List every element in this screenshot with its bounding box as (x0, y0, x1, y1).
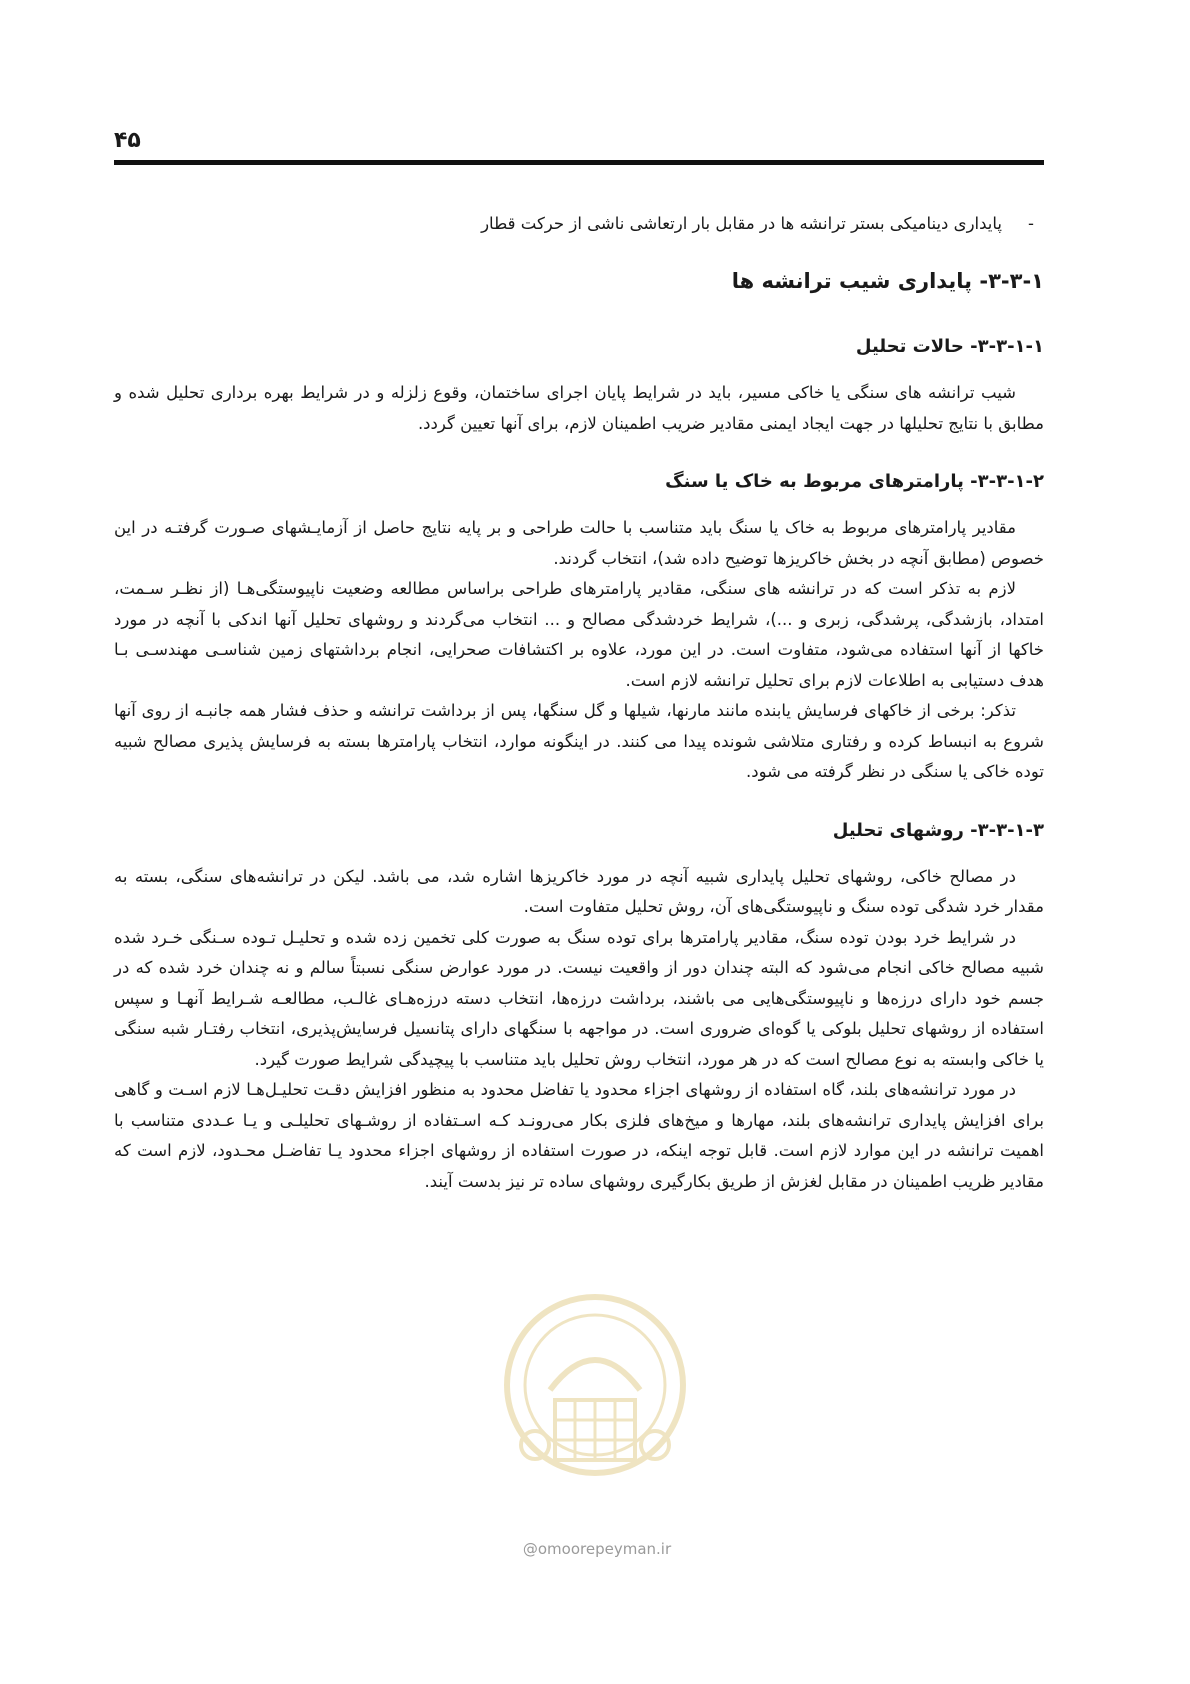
subsection-heading-parameters: ۳-۳-۱-۲- پارامترهای مربوط به خاک یا سنگ (665, 471, 1044, 492)
paragraph: در شرایط خرد بودن توده سنگ، مقادیر پارامترها برای توده سنگ به صورت کلی تخمین زده شده و تحلیـل تـوده سـنگی خـرد شده شبیه مصالح خاکی انجام می‌شود که البته چندان دور از واقعیت نیست. در مورد عوارض سنگی نسبتاً سالم و نه چندان خرد شده که در جسم خود دارای درزه‌ها و ناپیوستگی‌هایی می باشند، برداشت درزه‌ها، انتخاب دسته درزه‌هـای غالـب، مطالعـه شـرایط آنهـا و سپس استفاده از روشهای تحلیل بلوکی یا گوه‌ای ضروری است. در مواجهه با سنگهای دارای پتانسیل فرسایش‌پذیری، انتخاب رفتـار شبه سنگی یا خاکی وابسته به نوع مصالح است که در هر مورد، انتخاب روش تحلیل باید متناسب با پیچیدگی شرایط صورت گیرد. (114, 927, 1044, 1069)
section-heading: ۳-۳-۱- پایداری شیب ترانشه ها (731, 269, 1044, 293)
paragraph: لازم به تذکر است که در ترانشه های سنگی، مقادیر پارامترهای طراحی براساس مطالعه وضعیت ناپیوستگی‌هـا (از نظـر سـمت، امتداد، بازشدگی، پرشدگی، زبری و ...)، شرایط خردشدگی مصالح و ... انتخاب می‌گردند و روشهای تحلیل آنها اندکی با آنچه در مورد خاکها از آنها استفاده می‌شود، متفاوت است. در این مورد، علاوه بر اکتشافات صحرایی، انجام برداشتهای زمین شناسـی مهندسـی بـا هدف دستیابی به اطلاعات لازم برای تحلیل ترانشه لازم است. (114, 579, 1044, 690)
bullet-dash: - (1028, 214, 1034, 233)
bullet-item (114, 210, 1034, 238)
paragraph: شیب ترانشه های سنگی یا خاکی مسیر، باید در شرایط پایان اجرای ساختمان، وقوع زلزله و در شرایط بهره برداری تحلیل شده و مطابق با نتایج تحلیلها در جهت ایجاد ایمنی مقادیر ضریب اطمینان لازم، برای آنها تعیین گردد. (114, 383, 1044, 433)
subsection-heading-analysis-states: ۳-۳-۱-۱- حالات تحلیل (855, 336, 1044, 357)
header-rule (114, 160, 1044, 165)
paragraph: تذکر: برخی از خاکهای فرسایش یابنده مانند مارنها، شیلها و گل سنگها، پس از برداشت ترانشه و حذف فشار همه جانبـه از روی آنها شروع به انبساط کرده و رفتاری متلاشی شونده پیدا می کنند. در اینگونه موارد، انتخاب پارامترها بسته به فرسایش پذیری مصالح شبیه توده خاکی یا سنگی در نظر گرفته می شود. (114, 701, 1044, 781)
watermark-logo-icon (490, 1290, 700, 1520)
document-body (114, 210, 1044, 1197)
paragraph: مقادیر پارامترهای مربوط به خاک یا سنگ باید متناسب با حالت طراحی و بر پایه نتایج حاصل از آزمایـشهای صـورت گرفتـه در این خصوص (مطابق آنچه در بخش خاکریزها توضیح داده شد)، انتخاب گردند. (114, 518, 1044, 568)
subsection-heading-analysis-methods: ۳-۳-۱-۳- روشهای تحلیل (832, 819, 1044, 841)
paragraph: در مورد ترانشه‌های بلند، گاه استفاده از روشهای اجزاء محدود یا تفاضل محدود به منظور افزایش دقـت تحلیـل‌هـا لازم اسـت و گاهی برای افزایش پایداری ترانشه‌های بلند، مهارها و میخ‌های فلزی بکار می‌رونـد کـه اسـتفاده از روشـهای تحلیلـی و یـا عـددی متناسب با اهمیت ترانشه در این موارد لازم است. قابل توجه اینکه، در صورت استفاده از روشهای اجزاء محدود یـا تفاضـل محـدود، لازم است که مقادیر ظریب اطمینان در مقابل لغزش از طریق بکارگیری روشهای ساده تر نیز بدست آیند. (114, 1080, 1044, 1191)
watermark-text: @omoorepeyman.ir (522, 1540, 672, 1558)
page-number: ۴۵ (114, 128, 141, 153)
paragraph: در مصالح خاکی، روشهای تحلیل پایداری شبیه آنچه در مورد خاکریزها اشاره شد، می باشد. لیکن در ترانشه‌های سنگی، بسته به مقدار خرد شدگی توده سنگ و ناپیوستگی‌های آن، روش تحلیل متفاوت است. (114, 866, 1044, 916)
bullet-text: پایداری دینامیکی بستر ترانشه ها در مقابل بار ارتعاشی ناشی از حرکت قطار (481, 214, 1002, 233)
